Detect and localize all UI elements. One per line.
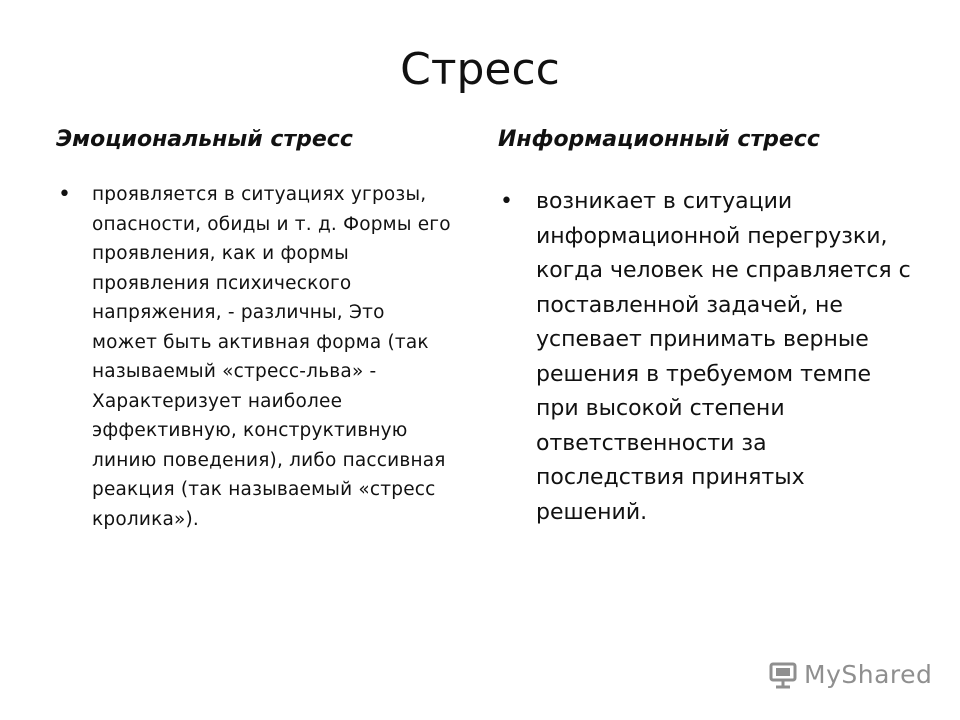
right-column-bullet bbox=[500, 185, 920, 530]
watermark-text: MyShared bbox=[804, 660, 933, 689]
watermark-logo bbox=[768, 658, 932, 692]
bullet-dot-icon: • bbox=[500, 189, 513, 214]
slide-title: Стресс bbox=[400, 44, 560, 95]
left-column-bullet bbox=[58, 180, 458, 534]
left-column-text: проявляется в ситуациях угрозы, опасности, обиды и т. д. Формы его проявления, как и формы проявления психического напряжения, - различны, Это может быть активная форма (так называемый «стресс-льва» - Характеризует наиболее эффективную, конструктивную линию поведения), либо пассивная реакция (так называемый «стресс кролика»). bbox=[92, 184, 451, 530]
bullet-dot-icon: • bbox=[58, 182, 71, 207]
presentation-board-icon bbox=[768, 660, 798, 690]
right-column-heading: Информационный стресс bbox=[498, 127, 820, 152]
left-column-heading: Эмоциональный стресс bbox=[56, 127, 353, 152]
right-column-text: возникает в ситуации информационной перегрузки, когда человек не справляется с поставленной задачей, не успевает принимать верные решения в требуемом темпе при высокой степени ответственности за последствия принятых решений. bbox=[536, 189, 911, 525]
